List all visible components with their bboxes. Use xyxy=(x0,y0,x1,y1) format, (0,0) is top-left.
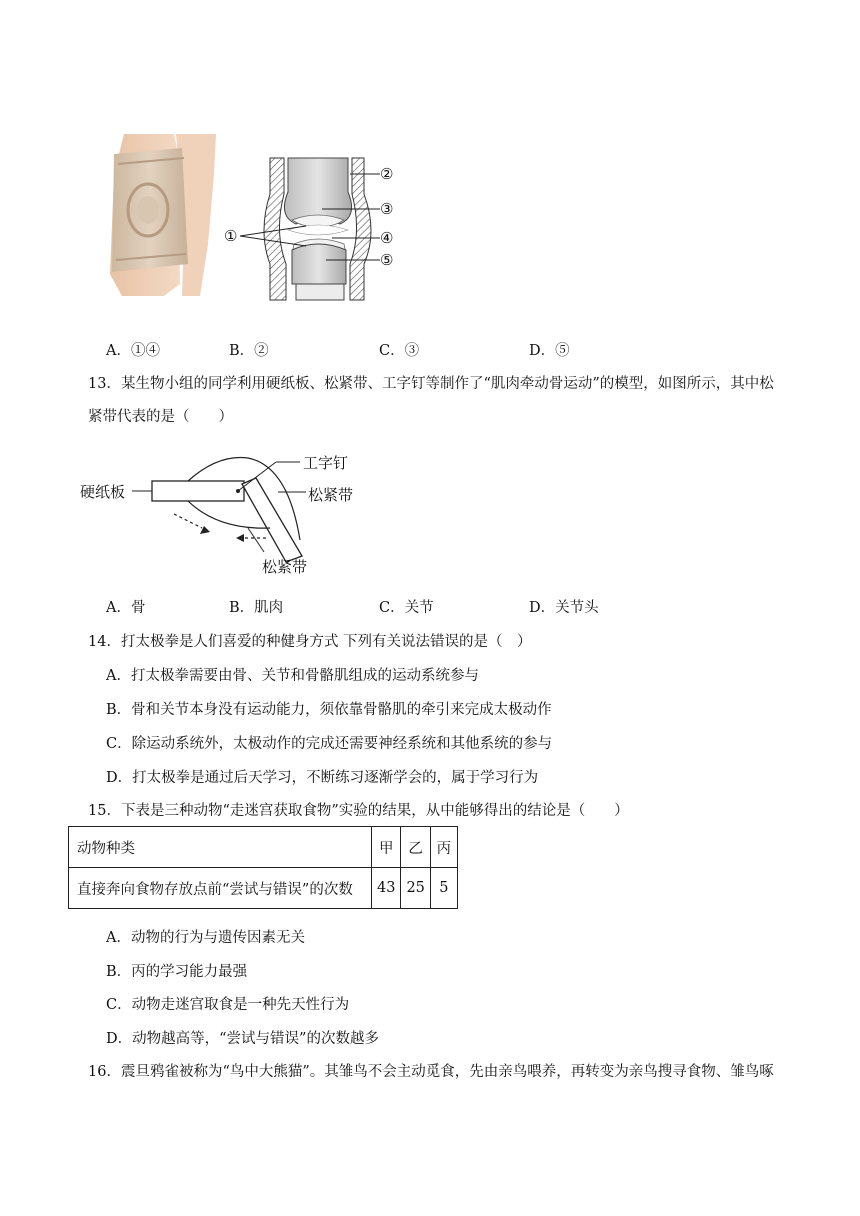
q14-stem: 14．打太极拳是人们喜爱的种健身方式 下列有关说法错误的是（ ） xyxy=(88,634,532,650)
q15-table xyxy=(68,826,458,909)
q12-option-a[interactable]: A．①④ xyxy=(106,343,160,359)
fig-label-band-top: 松紧带 xyxy=(308,486,354,504)
q15-option-c[interactable]: C．动物走迷宫取食是一种先天性行为 xyxy=(106,997,350,1013)
q13-stem-cont: 紧带代表的是（ ） xyxy=(88,409,233,425)
table-cell: 动物种类 xyxy=(69,827,372,868)
label-3: ③ xyxy=(380,200,394,218)
fig-label-band-bottom: 松紧带 xyxy=(262,558,308,576)
q12-option-c[interactable]: C．③ xyxy=(379,343,420,359)
q15-stem: 15．下表是三种动物“走迷宫获取食物”实验的结果，从中能够得出的结论是（ ） xyxy=(88,803,629,819)
q13-option-b[interactable]: B．肌肉 xyxy=(229,600,284,616)
table-header-row xyxy=(69,827,458,868)
q16-stem: 16．震旦鸦雀被称为“鸟中大熊猫”。其雏鸟不会主动觅食，先由亲鸟喂养，再转变为亲鸟搜寻食物、雏鸟啄 xyxy=(88,1064,774,1080)
q13-stem: 13．某生物小组的同学利用硬纸板、松紧带、工字钉等制作了“肌肉牵动骨运动”的模型，如图所示，其中松 xyxy=(88,376,774,392)
q13-option-d[interactable]: D．关节头 xyxy=(529,600,599,616)
table-cell: 丙 xyxy=(430,827,457,868)
q15-option-d[interactable]: D．动物越高等，“尝试与错误”的次数越多 xyxy=(106,1031,379,1047)
table-cell: 25 xyxy=(401,868,430,909)
knee-brace-photo xyxy=(104,134,222,296)
q13-option-c[interactable]: C．关节 xyxy=(379,600,434,616)
q12-option-d[interactable]: D．⑤ xyxy=(529,343,570,359)
table-cell: 甲 xyxy=(372,827,401,868)
table-cell: 5 xyxy=(430,868,457,909)
fig-label-board: 硬纸板 xyxy=(80,483,126,501)
q15-option-a[interactable]: A．动物的行为与遗传因素无关 xyxy=(106,930,305,946)
q14-option-c[interactable]: C．除运动系统外，太极动作的完成还需要神经系统和其他系统的参与 xyxy=(106,736,553,752)
table-cell: 乙 xyxy=(401,827,430,868)
q14-option-a[interactable]: A．打太极拳需要由骨、关节和骨骼肌组成的运动系统参与 xyxy=(106,668,479,684)
q13-option-a[interactable]: A．骨 xyxy=(106,600,146,616)
table-cell: 43 xyxy=(372,868,401,909)
fig-label-pin: 工字钉 xyxy=(303,454,349,472)
q15-option-b[interactable]: B．丙的学习能力最强 xyxy=(106,964,248,980)
label-5: ⑤ xyxy=(380,251,394,269)
label-2: ② xyxy=(380,165,394,183)
label-1: ① xyxy=(224,227,238,245)
q14-option-b[interactable]: B．骨和关节本身没有运动能力，须依靠骨骼肌的牵引来完成太极动作 xyxy=(106,702,552,718)
q14-option-d[interactable]: D．打太极拳是通过后天学习，不断练习逐渐学会的，属于学习行为 xyxy=(106,770,539,786)
label-4: ④ xyxy=(380,229,394,247)
table-cell: 直接奔向食物存放点前“尝试与错误”的次数 xyxy=(69,868,372,909)
table-row xyxy=(69,868,458,909)
q12-option-b[interactable]: B．② xyxy=(229,343,269,359)
